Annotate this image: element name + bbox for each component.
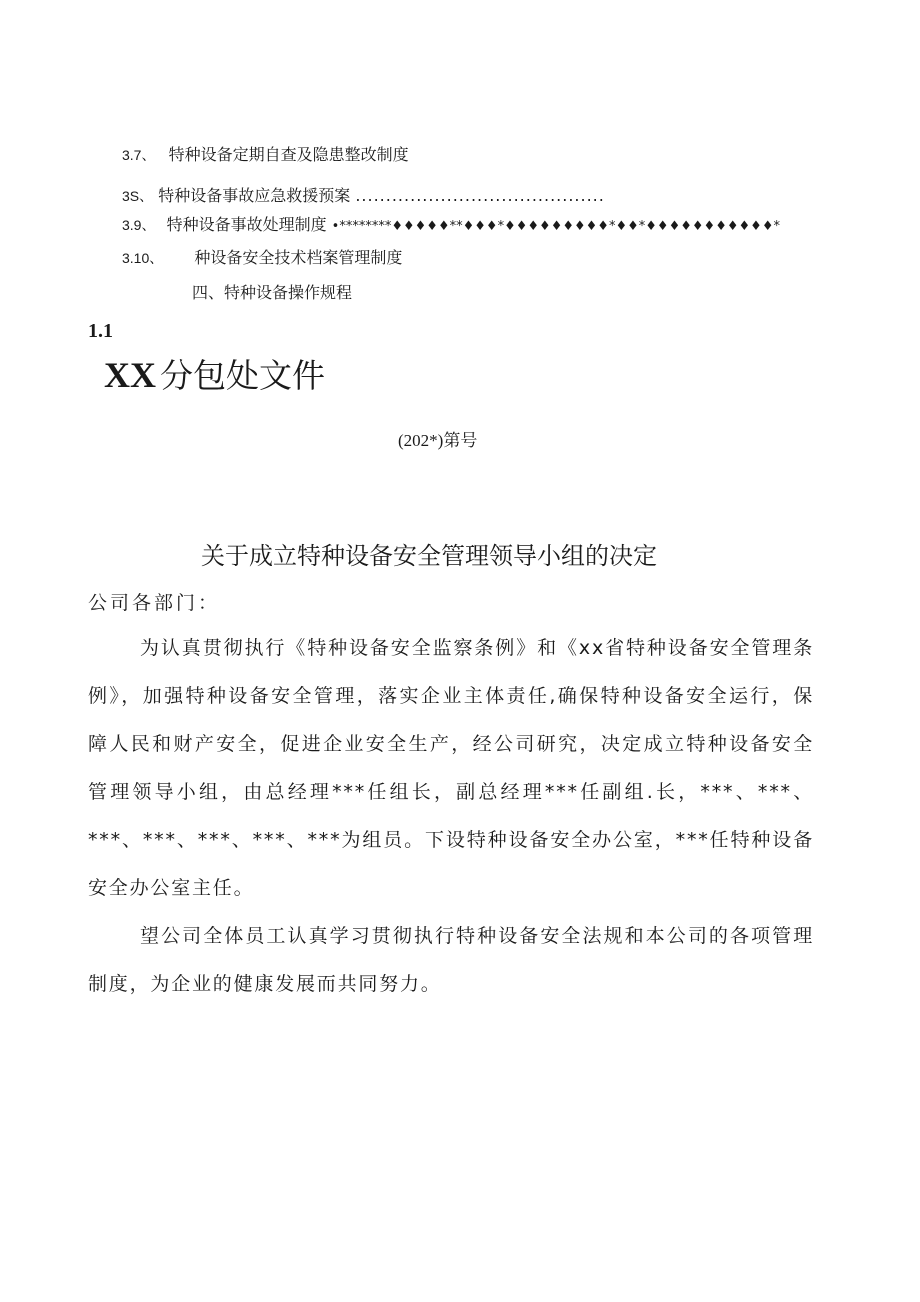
- toc-title: 种设备安全技术档案管理制度: [194, 248, 403, 267]
- salutation: 公司各部门：: [88, 592, 221, 614]
- toc-leader: .........................................: [355, 186, 605, 205]
- body-paragraph: 为认真贯彻执行《特种设备安全监察条例》和《xx省特种设备安全管理条例》，加强特种设备安全管理，落实企业主体责任,确保特种设备安全运行，保障人民和财产安全，促进企业安全生产，经公司研究，决定成立特种设备安全管理领导小组，由总经理***任组长，副总经理***任副组.长，***、***、***、***、***、***、***为组员。下设特种设备安全办公室，***任特种设备安全办公室主任。: [88, 637, 814, 899]
- body-paragraph: 望公司全体员工认真学习贯彻执行特种设备安全法规和本公司的各项管理制度，为企业的健康发展而共同努力。: [88, 925, 814, 995]
- toc-line[interactable]: [122, 212, 780, 235]
- document-header: [104, 350, 325, 397]
- decision-title: 关于成立特种设备安全管理领导小组的决定: [201, 542, 657, 570]
- toc-number: 3S、: [122, 188, 154, 204]
- toc-number: 3.9、: [122, 217, 156, 233]
- header-suffix: 分包处文件: [160, 356, 325, 395]
- toc-line[interactable]: [122, 183, 605, 206]
- header-org: XX: [104, 355, 156, 395]
- toc-line[interactable]: [122, 142, 409, 165]
- section-number: 1.1: [88, 320, 113, 342]
- toc-leader: •********♦♦♦♦♦**♦♦♦*♦♦♦♦♦♦♦♦♦*♦♦*♦♦♦♦♦♦♦♦♦♦♦*: [331, 219, 780, 234]
- toc-part-four[interactable]: 四、特种设备操作规程: [192, 283, 353, 302]
- document-number: (202*)第号: [398, 431, 478, 450]
- toc-number: 3.7、: [122, 147, 156, 163]
- toc-number: 3.10、: [122, 250, 164, 266]
- toc-title: 特种设备事故应急救援预案: [158, 186, 351, 205]
- toc-title: 特种设备事故处理制度: [166, 215, 327, 234]
- toc-line[interactable]: [122, 245, 402, 268]
- toc-title: 特种设备定期自查及隐患整改制度: [168, 145, 409, 164]
